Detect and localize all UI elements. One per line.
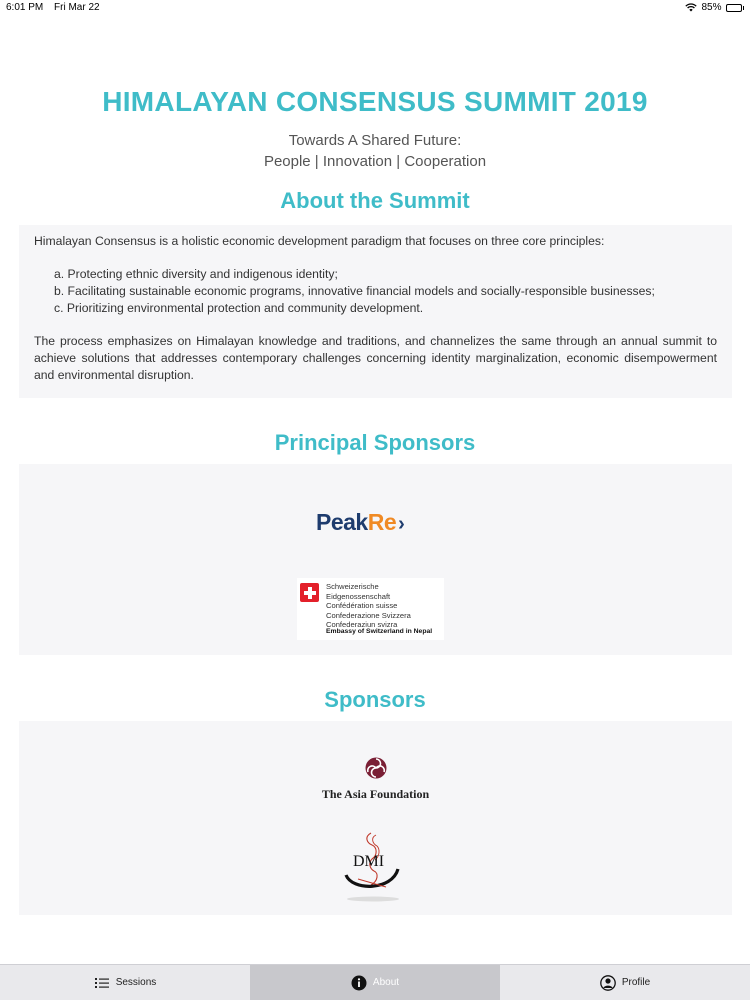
swiss-name-line: Schweizerische Eidgenossenschaft <box>326 582 391 601</box>
asia-foundation-emblem-icon <box>365 757 387 779</box>
about-intro: Himalayan Consensus is a holistic economic development paradigm that focuses on three core principles: <box>34 234 605 248</box>
tagline <box>0 130 750 172</box>
tab-profile-label: Profile <box>621 977 651 988</box>
tab-about-label: About <box>372 977 400 988</box>
principal-sponsors-heading: Principal Sponsors <box>274 430 476 455</box>
swiss-name-line: Confédération suisse <box>326 601 398 611</box>
tab-sessions-label: Sessions <box>115 977 157 988</box>
status-time: 6:01 PM <box>6 2 44 13</box>
about-card <box>19 225 732 398</box>
profile-icon <box>600 975 616 991</box>
principle-item: a. Protecting ethnic diversity and indigenous identity; <box>54 267 338 281</box>
battery-percent: 85% <box>701 2 722 13</box>
tagline-line-2: People | Innovation | Cooperation <box>263 153 487 170</box>
about-closing: The process emphasizes on Himalayan knowledge and traditions, and channelizes the same through an annual summit to achieve solutions that addresses contemporary challenges concerning identity marginalization, economic disempowerment and environmental disruption. <box>34 334 717 382</box>
dmi-logo[interactable] <box>340 829 406 903</box>
swiss-embassy-text: Embassy of Switzerland in Nepal <box>326 628 433 635</box>
swiss-name-line: Confederazione Svizzera <box>326 610 411 620</box>
status-date: Fri Mar 22 <box>54 2 100 13</box>
tab-bar <box>0 964 750 1000</box>
peakre-logo-re: Re <box>367 509 397 535</box>
page-title: HIMALAYAN CONSENSUS SUMMIT 2019 <box>102 86 648 117</box>
swiss-flag-icon <box>300 583 319 602</box>
principle-item: c. Prioritizing environmental protection and community development. <box>54 301 424 315</box>
tab-about[interactable] <box>250 965 500 1000</box>
swiss-names <box>326 582 444 630</box>
peakre-logo-peak: Peak <box>316 509 368 535</box>
dmi-logo-text: DMI <box>353 853 385 870</box>
swiss-name-line: Confederaziun svizra <box>326 620 398 630</box>
principal-sponsors-card <box>19 464 732 655</box>
about-heading: About the Summit <box>280 188 470 213</box>
tab-sessions[interactable] <box>0 965 250 1000</box>
tab-profile[interactable] <box>500 965 750 1000</box>
info-icon <box>351 975 367 991</box>
tagline-line-1: Towards A Shared Future: <box>288 132 462 149</box>
asia-foundation-logo[interactable] <box>19 757 732 802</box>
asia-foundation-name: The Asia Foundation <box>321 787 430 801</box>
sponsors-heading: Sponsors <box>324 687 426 712</box>
peakre-logo[interactable] <box>316 509 404 536</box>
principles-list <box>54 266 717 317</box>
swiss-embassy-logo[interactable] <box>297 578 444 640</box>
sponsors-card <box>19 721 732 915</box>
principle-item: b. Facilitating sustainable economic programs, innovative financial models and socially-responsible businesses; <box>54 284 655 298</box>
peakre-chevron-icon: › <box>398 513 405 535</box>
list-icon <box>94 975 110 991</box>
